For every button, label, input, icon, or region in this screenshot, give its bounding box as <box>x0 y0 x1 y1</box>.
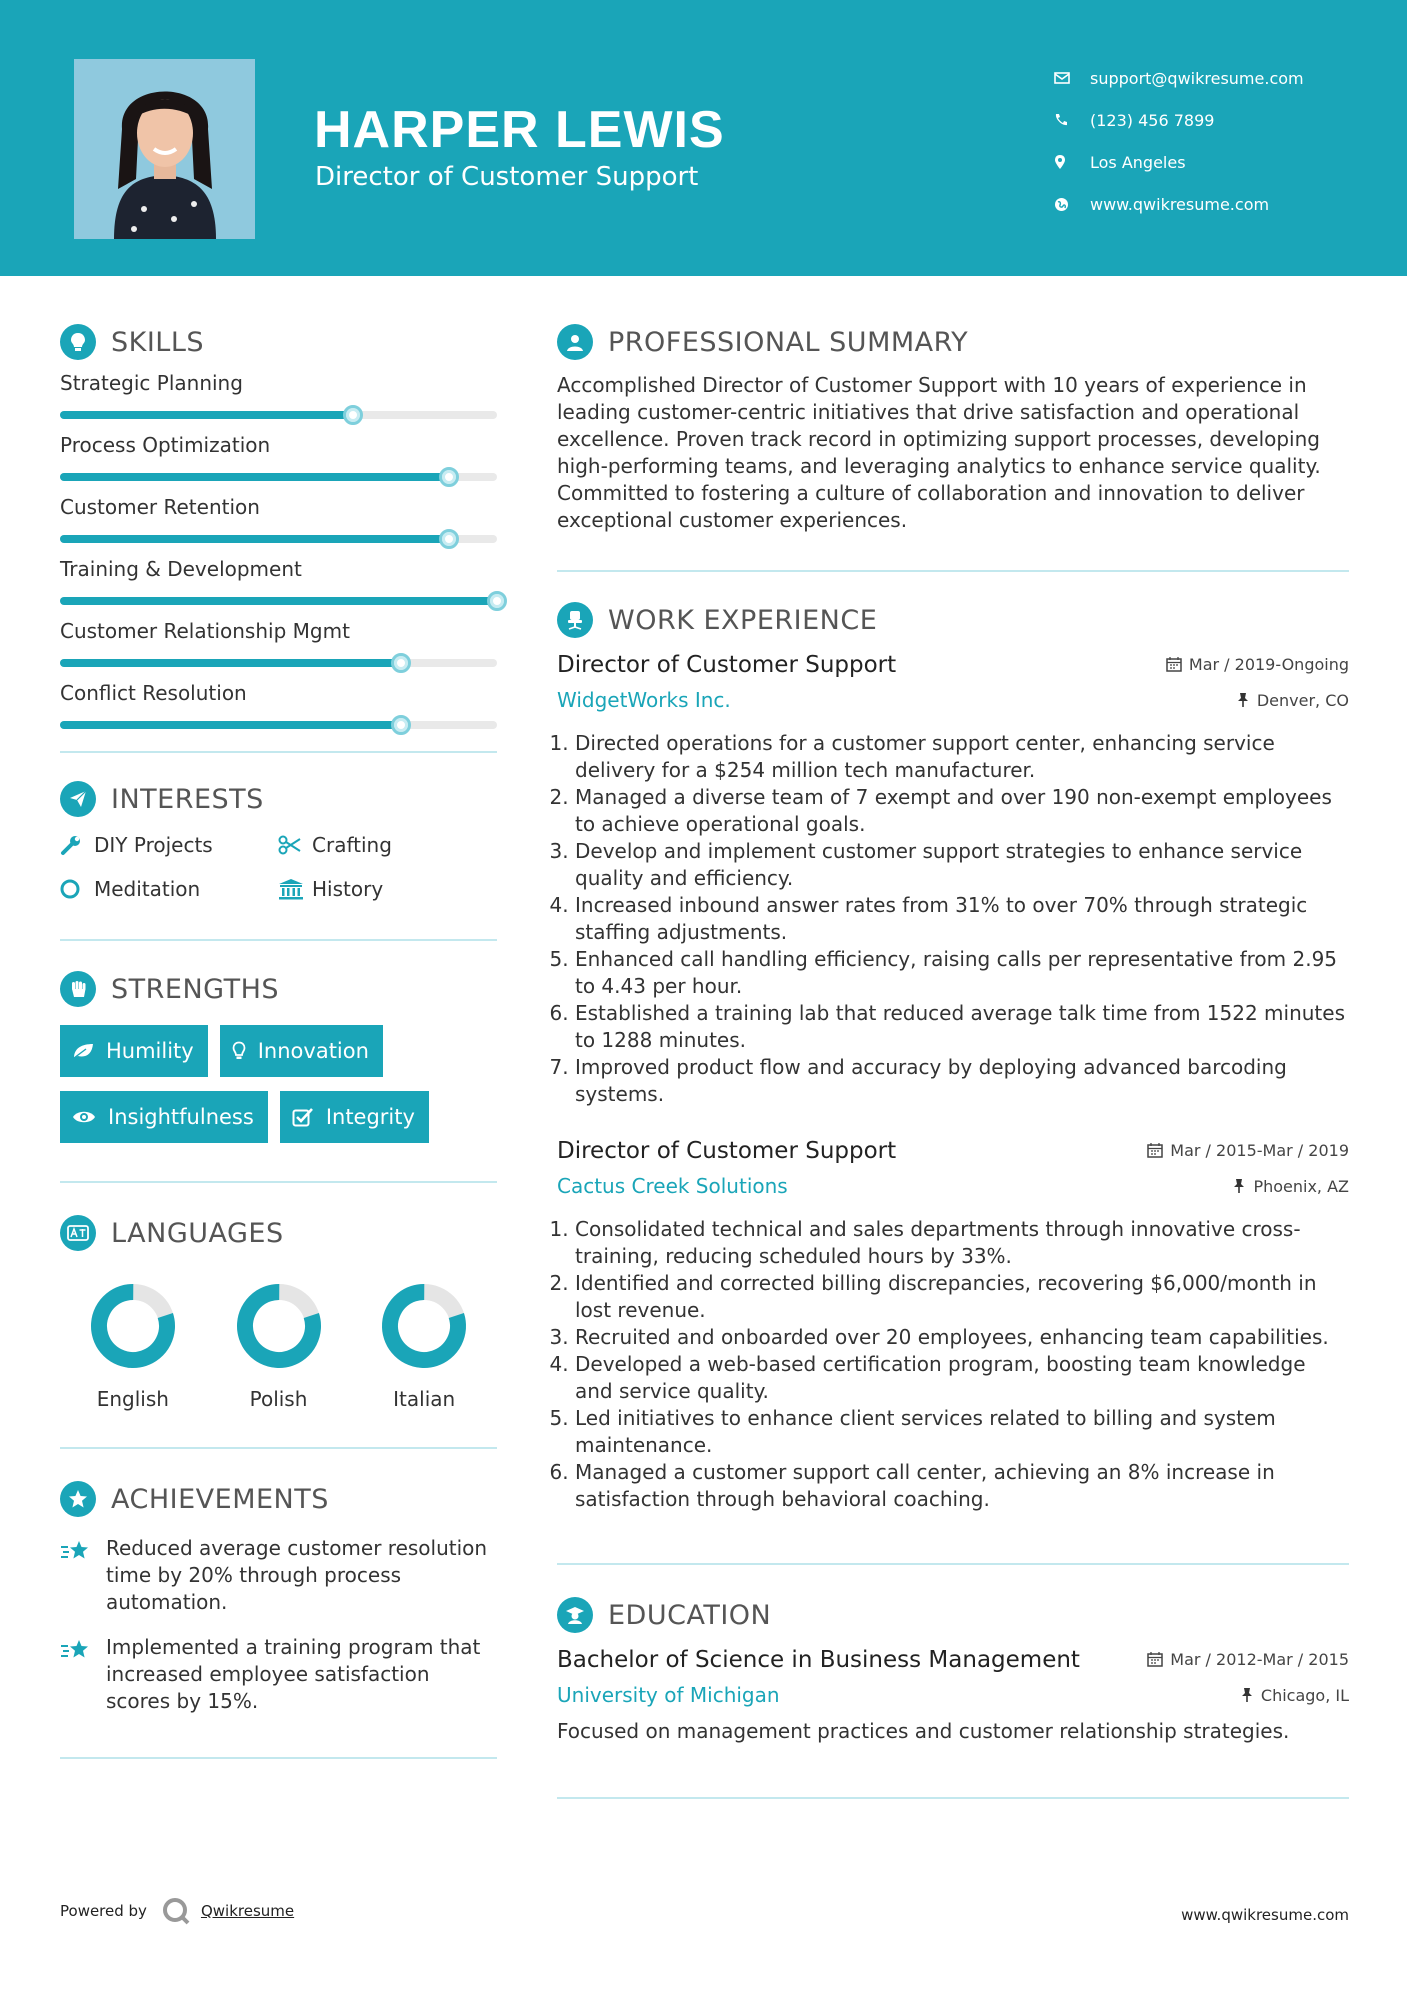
languages-heading-text: LANGUAGES <box>111 1217 284 1249</box>
experience-heading <box>557 598 1349 642</box>
lightbulb-icon <box>60 324 96 360</box>
job-date-text: Mar / 2015-Mar / 2019 <box>1170 1140 1349 1160</box>
education-heading-text: EDUCATION <box>608 1599 772 1631</box>
languages-list <box>60 1283 497 1411</box>
contact-phone-text: (123) 456 7899 <box>1090 110 1215 130</box>
left-column <box>60 320 497 1759</box>
strength-label: Insightfulness <box>108 1105 254 1129</box>
strength-chip <box>280 1091 429 1143</box>
list-item: 3. Recruited and onboarded over 20 employees, enhancing team capabilities. <box>575 1324 1349 1351</box>
section-divider <box>60 1181 497 1183</box>
education-date-text: Mar / 2012-Mar / 2015 <box>1170 1649 1349 1669</box>
achievement-item <box>60 1634 497 1715</box>
job-subheader <box>557 1174 1349 1198</box>
language-item <box>206 1283 352 1411</box>
interest-item <box>278 833 496 857</box>
skill-item <box>60 371 497 419</box>
skill-name: Conflict Resolution <box>60 681 247 705</box>
languages-heading <box>60 1211 497 1255</box>
shooting-star-icon <box>60 1634 106 1715</box>
graduate-icon <box>557 1597 593 1633</box>
skill-item <box>60 619 497 667</box>
interest-label: DIY Projects <box>94 833 213 857</box>
job-date <box>1166 655 1349 674</box>
language-name: English <box>96 1387 169 1411</box>
contact-website-text[interactable]: www.qwikresume.com <box>1090 194 1270 214</box>
job-date <box>1147 1141 1349 1160</box>
footer-powered-by <box>60 1896 294 1926</box>
shooting-star-icon <box>60 1535 106 1616</box>
user-icon <box>557 324 593 360</box>
job-date-text: Mar / 2019-Ongoing <box>1188 654 1349 674</box>
section-divider <box>60 939 497 941</box>
globe-icon <box>1054 197 1090 212</box>
calendar-icon <box>1147 1142 1163 1158</box>
list-item: 1. Directed operations for a customer support center, enhancing service delivery for a $254 million tech manufacturer. <box>575 730 1349 784</box>
interest-label: Crafting <box>312 833 392 857</box>
job-subheader <box>557 688 1349 712</box>
resume-header <box>0 0 1407 276</box>
education-location-text: Chicago, IL <box>1260 1685 1349 1705</box>
section-divider <box>60 1757 497 1759</box>
fist-icon <box>60 971 96 1007</box>
list-item: 2. Identified and corrected billing discrepancies, recovering $6,000/month in lost revenue. <box>575 1270 1349 1324</box>
job-location <box>1237 691 1349 710</box>
contact-email[interactable] <box>1054 57 1304 99</box>
skill-bar-knob <box>487 591 507 611</box>
skill-bar <box>60 473 497 481</box>
contact-website[interactable] <box>1054 183 1304 225</box>
calendar-icon <box>1166 656 1182 672</box>
job-header <box>557 1138 1349 1164</box>
list-item: 5. Enhanced call handling efficiency, raising calls per representative from 2.95 to 4.43 per hour. <box>575 946 1349 1000</box>
footer-website[interactable]: www.qwikresume.com <box>1181 1906 1349 1924</box>
achievement-text: Reduced average customer resolution time by 20% through process automation. <box>106 1536 488 1614</box>
education-subheader <box>557 1683 1349 1707</box>
lightbulb-icon <box>232 1041 246 1061</box>
skill-bar-fill <box>60 597 497 605</box>
language-name: Italian <box>393 1387 456 1411</box>
achievements-heading-text: ACHIEVEMENTS <box>111 1483 329 1515</box>
summary-text: Accomplished Director of Customer Support with 10 years of experience in leading customer-centric initiatives that drive satisfaction and operational excellence. Proven track record in optimizing support processes, developing high-performing teams, and leveraging analytics to enhance service quality. Committed to fostering a culture of collaboration and innovation to deliver exceptional customer experiences. <box>557 373 1321 532</box>
pushpin-icon <box>1233 1178 1245 1194</box>
education-location <box>1241 1686 1349 1705</box>
section-divider <box>60 751 497 753</box>
degree-title: Bachelor of Science in Business Management <box>557 1647 1080 1673</box>
language-ring <box>90 1283 176 1369</box>
education-header <box>557 1647 1349 1673</box>
list-item: 4. Developed a web-based certification program, boosting team knowledge and service quality. <box>575 1351 1349 1405</box>
skill-bar <box>60 659 497 667</box>
job-location <box>1233 1177 1349 1196</box>
education-entry <box>557 1647 1349 1743</box>
paper-plane-icon <box>60 781 96 817</box>
leaf-icon <box>72 1042 94 1060</box>
achievements-list <box>60 1535 497 1715</box>
language-ring <box>381 1283 467 1369</box>
job-entry <box>557 652 1349 1108</box>
job-title: Director of Customer Support <box>557 1138 897 1164</box>
calendar-icon <box>1147 1651 1163 1667</box>
job-responsibilities <box>557 730 1349 1108</box>
strength-chip <box>60 1091 268 1143</box>
qwikresume-logo-icon <box>161 1896 191 1926</box>
pushpin-icon <box>1237 692 1249 708</box>
powered-by-label: Powered by <box>60 1902 147 1920</box>
strengths-list <box>60 1025 497 1143</box>
wrench-icon <box>60 834 94 856</box>
list-item: 2. Managed a diverse team of 7 exempt and over 190 non-exempt employees to achieve operational goals. <box>575 784 1349 838</box>
section-divider <box>60 1447 497 1449</box>
strength-label: Innovation <box>257 1039 369 1063</box>
job-responsibilities <box>557 1216 1349 1513</box>
map-pin-icon <box>1054 154 1090 170</box>
job-title: Director of Customer Support <box>557 652 897 678</box>
interests-list <box>60 833 497 901</box>
strengths-heading <box>60 967 497 1011</box>
candidate-name: HARPER LEWIS <box>314 101 725 159</box>
language-item <box>351 1283 497 1411</box>
skill-item <box>60 681 497 729</box>
skill-bar <box>60 411 497 419</box>
interests-heading-text: INTERESTS <box>111 783 264 815</box>
interests-heading <box>60 777 497 821</box>
skill-bar-knob <box>439 529 459 549</box>
achievements-heading <box>60 1477 497 1521</box>
qwikresume-link[interactable]: Qwikresume <box>200 1902 295 1920</box>
skill-name: Customer Relationship Mgmt <box>60 619 350 643</box>
skill-name: Training & Development <box>60 557 302 581</box>
section-divider <box>557 1563 1349 1565</box>
skill-bar-knob <box>439 467 459 487</box>
job-entry <box>557 1138 1349 1513</box>
skill-name: Strategic Planning <box>60 371 243 395</box>
education-date <box>1147 1650 1349 1669</box>
interest-label: History <box>312 877 384 901</box>
language-name: Polish <box>249 1387 308 1411</box>
skill-item <box>60 495 497 543</box>
list-item: 6. Managed a customer support call center, achieving an 8% increase in satisfaction through behavioral coaching. <box>575 1459 1349 1513</box>
skill-bar-fill <box>60 473 449 481</box>
list-item: 6. Established a training lab that reduced average talk time from 1522 minutes to 1288 minutes. <box>575 1000 1349 1054</box>
interest-item <box>60 833 278 857</box>
skill-name: Process Optimization <box>60 433 271 457</box>
section-divider <box>557 570 1349 572</box>
contact-location-text: Los Angeles <box>1090 152 1186 172</box>
job-location-text: Denver, CO <box>1256 690 1349 710</box>
section-divider <box>557 1797 1349 1799</box>
skills-list <box>60 371 497 729</box>
list-item: 5. Led initiatives to enhance client services related to billing and system maintenance. <box>575 1405 1349 1459</box>
skill-name: Customer Retention <box>60 495 260 519</box>
interest-label: Meditation <box>94 877 201 901</box>
skills-heading <box>60 320 497 364</box>
skill-bar <box>60 535 497 543</box>
skill-bar <box>60 721 497 729</box>
experience-heading-text: WORK EXPERIENCE <box>608 604 878 636</box>
pushpin-icon <box>1241 1687 1253 1703</box>
summary-heading <box>557 320 1349 364</box>
right-column <box>557 320 1349 1799</box>
contact-phone[interactable] <box>1054 99 1304 141</box>
contact-email-text[interactable]: support@qwikresume.com <box>1090 68 1304 88</box>
star-badge-icon <box>60 1481 96 1517</box>
list-item: 7. Improved product flow and accuracy by deploying advanced barcoding systems. <box>575 1054 1349 1108</box>
strength-label: Integrity <box>325 1105 415 1129</box>
list-item: 3. Develop and implement customer support strategies to enhance service quality and efficiency. <box>575 838 1349 892</box>
skill-bar-knob <box>391 715 411 735</box>
skill-bar-knob <box>391 653 411 673</box>
skill-bar <box>60 597 497 605</box>
museum-icon <box>278 878 312 900</box>
strength-chip <box>60 1025 208 1077</box>
skill-bar-fill <box>60 659 401 667</box>
job-header <box>557 652 1349 678</box>
checkbox-icon <box>292 1107 314 1127</box>
skill-bar-fill <box>60 721 401 729</box>
skill-item <box>60 557 497 605</box>
school-name: University of Michigan <box>557 1683 780 1707</box>
interest-item <box>278 877 496 901</box>
profile-photo <box>74 59 255 239</box>
job-location-text: Phoenix, AZ <box>1253 1176 1349 1196</box>
scissors-icon <box>278 835 312 855</box>
contact-list <box>1054 57 1304 225</box>
envelope-icon <box>1054 71 1090 85</box>
summary-heading-text: PROFESSIONAL SUMMARY <box>608 326 969 358</box>
skill-bar-fill <box>60 535 449 543</box>
interest-item <box>60 877 278 901</box>
list-item: 4. Increased inbound answer rates from 31% to over 70% through strategic staffing adjustments. <box>575 892 1349 946</box>
company-name: WidgetWorks Inc. <box>557 688 731 712</box>
office-chair-icon <box>557 602 593 638</box>
language-item <box>60 1283 206 1411</box>
company-name: Cactus Creek Solutions <box>557 1174 788 1198</box>
language-ring <box>236 1283 322 1369</box>
strength-label: Humility <box>106 1039 194 1063</box>
skill-item <box>60 433 497 481</box>
skill-bar-fill <box>60 411 353 419</box>
phone-icon <box>1054 113 1090 127</box>
strengths-heading-text: STRENGTHS <box>111 973 280 1005</box>
language-icon <box>60 1215 96 1251</box>
skill-bar-knob <box>343 405 363 425</box>
eye-icon <box>72 1109 96 1125</box>
education-heading <box>557 1593 1349 1637</box>
list-item: 1. Consolidated technical and sales departments through innovative cross-training, reducing scheduled hours by 33%. <box>575 1216 1349 1270</box>
achievement-text: Implemented a training program that increased employee satisfaction scores by 15%. <box>106 1635 481 1713</box>
achievement-item <box>60 1535 497 1616</box>
strength-chip <box>220 1025 383 1077</box>
skills-heading-text: SKILLS <box>111 326 205 358</box>
contact-location <box>1054 141 1304 183</box>
education-description: Focused on management practices and customer relationship strategies. <box>557 1719 1290 1743</box>
candidate-title: Director of Customer Support <box>315 162 699 192</box>
circle-icon <box>60 878 94 900</box>
